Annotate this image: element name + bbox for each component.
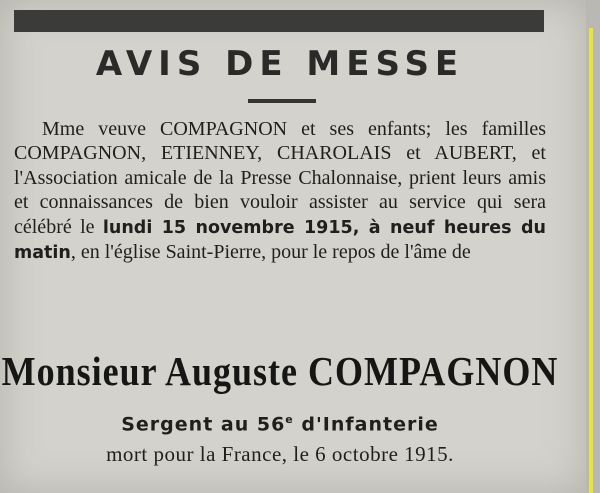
yellow-highlight-line: [589, 28, 593, 493]
service-date: lundi 15 novembre 1915, à neuf heures du matin: [14, 217, 547, 264]
title-separator: [248, 99, 316, 103]
deceased-name: Monsieur Auguste COMPAGNON: [1, 348, 559, 394]
rank-superscript: e: [285, 413, 294, 426]
notice-title: AVIS DE MESSE: [95, 44, 465, 84]
notice-body: [14, 117, 546, 265]
rank-before: Sergent au 56: [121, 413, 286, 436]
military-rank: [0, 413, 560, 435]
top-rule: [14, 10, 544, 32]
death-line: mort pour la France, le 6 octobre 1915.: [106, 442, 454, 466]
notice-body-part2: , en l'église Saint-Pierre, pour le repos de l'âme de: [70, 241, 471, 264]
notice-body-part1: Mme veuve COMPAGNON et ses enfants; les familles COMPAGNON, ETIENNEY, CHAROLAIS et AUBERT, et l'Association amicale de la Presse Chalonnaise, prient leurs amis et connaissances de bien vouloir assister au service qui sera célébré le: [14, 118, 546, 238]
rank-after: d'Infanterie: [293, 413, 439, 436]
